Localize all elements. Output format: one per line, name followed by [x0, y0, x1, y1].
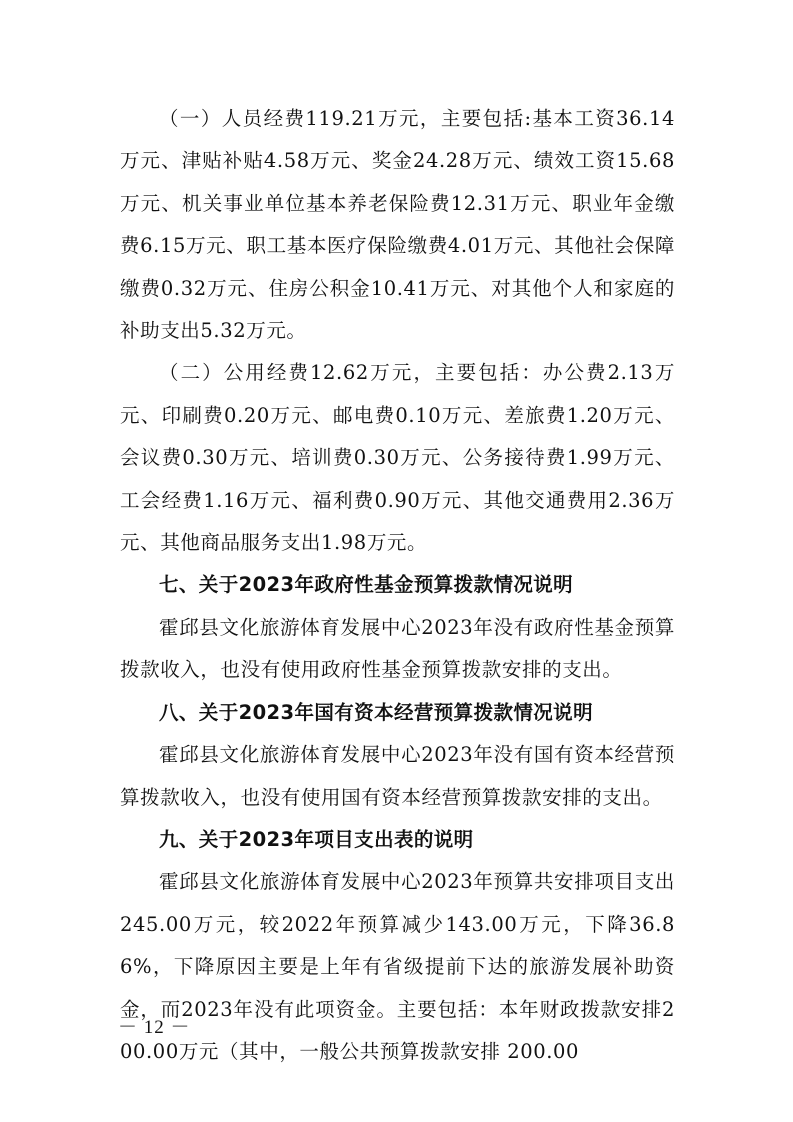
- document-body: [120, 98, 675, 1073]
- personnel-expenses-paragraph: （一）人员经费119.21万元，主要包括:基本工资36.14万元、津贴补贴4.58万元、奖金24.28万元、绩效工资15.68万元、机关事业单位基本养老保险费12.31万元、职业年金缴费6.15万元、职工基本医疗保险缴费4.01万元、其他社会保障缴费0.32万元、住房公积金10.41万元、对其他个人和家庭的补助支出5.32万元。: [120, 107, 675, 343]
- section-7-heading: 七、关于2023年政府性基金预算拨款情况说明: [159, 573, 574, 597]
- section-9-heading: 九、关于2023年项目支出表的说明: [159, 827, 474, 851]
- public-expenses-paragraph: （二）公用经费12.62万元，主要包括：办公费2.13万元、印刷费0.20万元、邮电费0.10万元、差旅费1.20万元、会议费0.30万元、培训费0.30万元、公务接待费1.99万元、工会经费1.16万元、福利费0.90万元、其他交通费用2.36万元、其他商品服务支出1.98万元。: [120, 361, 675, 555]
- page-number: － 12 －: [118, 1017, 191, 1038]
- section-8-body: 霍邱县文化旅游体育发展中心2023年没有国有资本经营预算拨款收入，也没有使用国有资本经营预算拨款安排的支出。: [120, 743, 675, 809]
- section-7-body: 霍邱县文化旅游体育发展中心2023年没有政府性基金预算拨款收入，也没有使用政府性基金预算拨款安排的支出。: [120, 615, 675, 682]
- section-9-body: 霍邱县文化旅游体育发展中心2023年预算共安排项目支出245.00万元，较2022年预算减少143.00万元，下降36.86%，下降原因主要是上年有省级提前下达的旅游发展补助资金，而2023年没有此项资金。主要包括：本年财政拨款安排200.00万元（其中，一般公共预算拨款安排 200.00: [120, 870, 675, 1063]
- section-8-heading: 八、关于2023年国有资本经营预算拨款情况说明: [159, 700, 593, 724]
